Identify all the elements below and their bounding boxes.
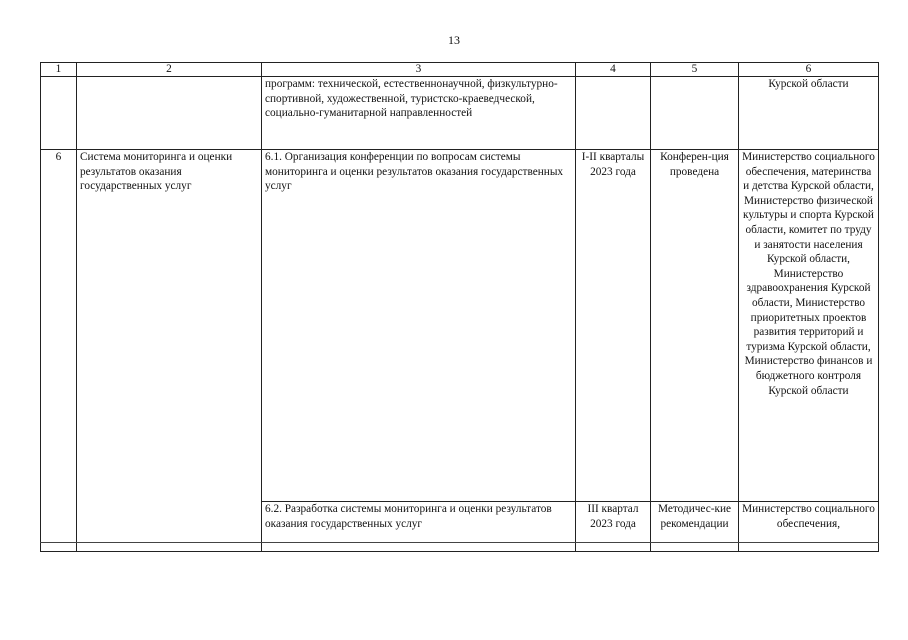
table-row (41, 77, 879, 150)
table-header-row (41, 63, 879, 77)
executor-cell: Министерство социального обеспечения, (739, 502, 879, 552)
header-col-2: 2 (77, 63, 262, 77)
period-cell: I-II кварталы 2023 года (576, 150, 651, 502)
page-number: 13 (448, 33, 460, 47)
task-name-cell (77, 77, 262, 150)
header-col-3: 3 (262, 63, 576, 77)
table-row (41, 150, 879, 502)
row-number-cell (41, 77, 77, 150)
row-number-cell: 6 (41, 150, 77, 552)
table-bottom-border (40, 542, 879, 543)
period-cell (576, 77, 651, 150)
result-cell (651, 77, 739, 150)
period-cell: III квартал 2023 года (576, 502, 651, 552)
activity-cell: 6.2. Разработка системы мониторинга и оценки результатов оказания государственных услуг (262, 502, 576, 552)
result-cell: Конферен-ция проведена (651, 150, 739, 502)
activity-cell: программ: технической, естественнонаучной, физкультурно-спортивной, художественной, туристско-краеведческой, социально-гуманитарной направленностей (262, 77, 576, 150)
header-col-1: 1 (41, 63, 77, 77)
header-col-6: 6 (739, 63, 879, 77)
activity-cell: 6.1. Организация конференции по вопросам системы мониторинга и оценки результатов оказания государственных услуг (262, 150, 576, 502)
task-name-cell: Система мониторинга и оценки результатов оказания государственных услуг (77, 150, 262, 552)
executor-cell: Министерство социального обеспечения, материнства и детства Курской области, Министерство физической культуры и спорта Курской области, комитет по труду и занятости населения Курской области, Министерство здравоохранения Курской области, Министерство приоритетных проектов развития территорий и туризма Курской области, Министерство финансов и бюджетного контроля Курской области (739, 150, 879, 502)
result-cell: Методичес-кие рекомендации (651, 502, 739, 552)
header-col-5: 5 (651, 63, 739, 77)
plan-table (40, 62, 879, 552)
executor-cell: Курской области (739, 77, 879, 150)
header-col-4: 4 (576, 63, 651, 77)
